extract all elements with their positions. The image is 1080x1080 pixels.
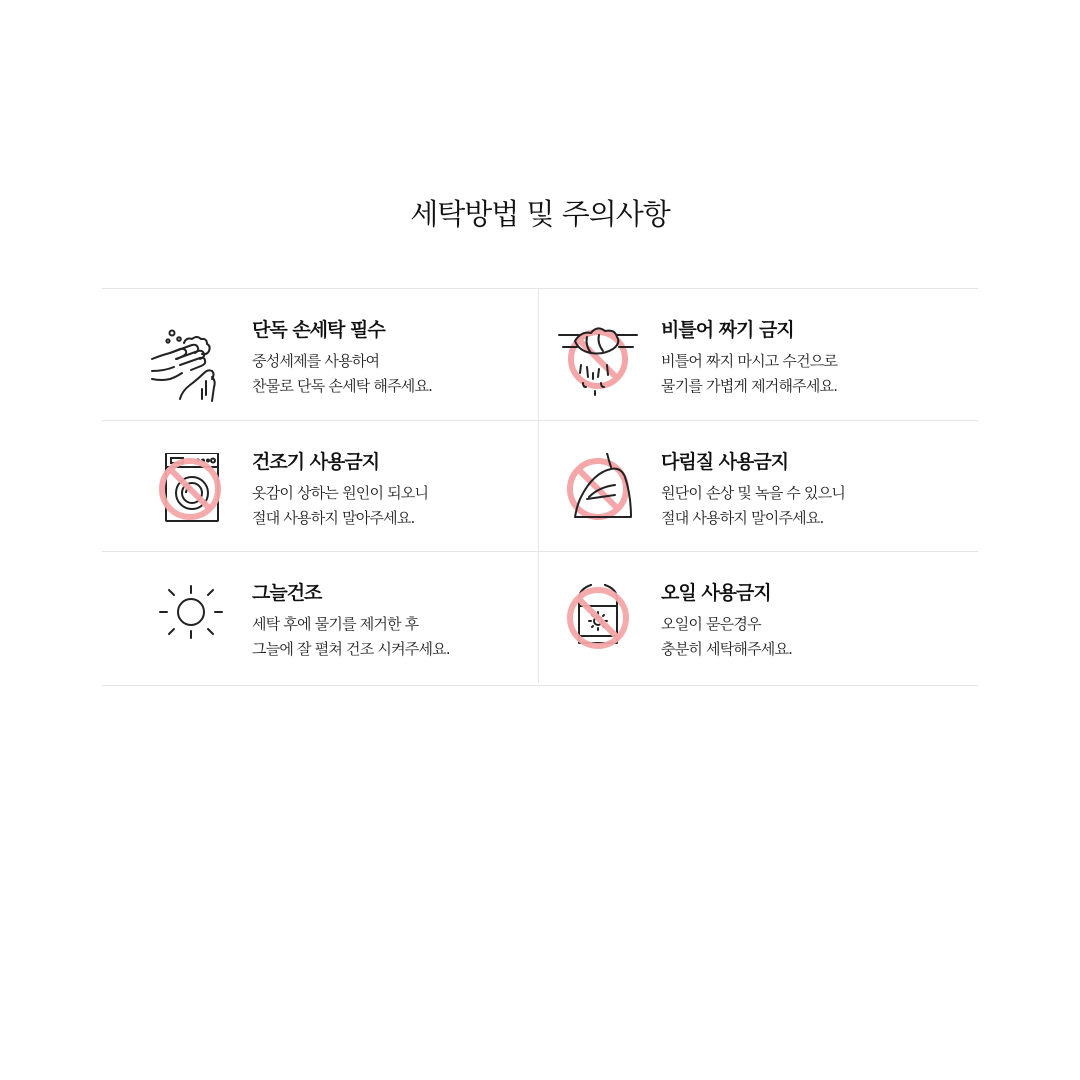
care-instructions-grid [102, 288, 978, 686]
care-item-text [661, 578, 792, 662]
care-item-heading: 다림질 사용금지 [661, 451, 789, 473]
care-item-desc-line: 오일이 묻은경우 [661, 615, 761, 633]
care-item-desc-line: 충분히 세탁해주세요. [661, 640, 793, 658]
no-wring-icon [553, 321, 643, 411]
care-item-description [661, 612, 792, 662]
care-item-desc-line: 찬물로 단독 손세탁 해주세요. [252, 377, 433, 395]
care-item-heading: 건조기 사용금지 [252, 451, 380, 473]
care-item-heading: 오일 사용금지 [661, 582, 771, 604]
care-item-desc-line: 절대 사용하지 말이주세요. [661, 509, 824, 527]
care-item-heading: 그늘건조 [252, 582, 322, 604]
care-item-desc-line: 원단이 손상 및 녹을 수 있으니 [661, 484, 846, 502]
no-oil-icon [553, 584, 643, 674]
care-item-text [252, 315, 432, 399]
care-item-desc-line: 세탁 후에 물기를 제거한 후 [252, 615, 419, 633]
care-item-description [252, 612, 450, 662]
care-item-shade-dry [102, 552, 539, 683]
care-item-desc-line: 그늘에 잘 펼쳐 건조 시켜주세요. [252, 640, 450, 658]
care-item-heading: 단독 손세탁 필수 [252, 319, 385, 341]
care-item-description [661, 349, 837, 399]
care-item-text [661, 315, 837, 399]
care-item-text [252, 578, 450, 662]
care-item-heading: 비틀어 짜기 금지 [661, 319, 794, 341]
care-item-desc-line: 중성세제를 사용하여 [252, 352, 380, 370]
sun-icon [146, 584, 236, 674]
care-item-desc-line: 비틀어 짜지 마시고 수건으로 [661, 352, 838, 370]
no-dryer-icon [146, 453, 236, 543]
care-item-desc-line: 절대 사용하지 말아주세요. [252, 509, 415, 527]
care-item-description [661, 481, 845, 531]
care-item-no-iron [539, 421, 978, 552]
page-title: 세탁방법 및 주의사항 [410, 197, 670, 231]
care-item-text [252, 447, 428, 531]
care-item-hand-wash [102, 289, 539, 421]
care-item-desc-line: 물기를 가볍게 제거해주세요. [661, 377, 838, 395]
care-item-description [252, 349, 432, 399]
care-item-no-wring [539, 289, 978, 421]
care-item-no-oil [539, 552, 978, 683]
no-iron-icon [553, 453, 643, 543]
care-item-description [252, 481, 428, 531]
hand-wash-icon [146, 321, 236, 411]
care-item-no-dryer [102, 421, 539, 552]
care-item-text [661, 447, 845, 531]
care-item-desc-line: 옷감이 상하는 원인이 되오니 [252, 484, 429, 502]
